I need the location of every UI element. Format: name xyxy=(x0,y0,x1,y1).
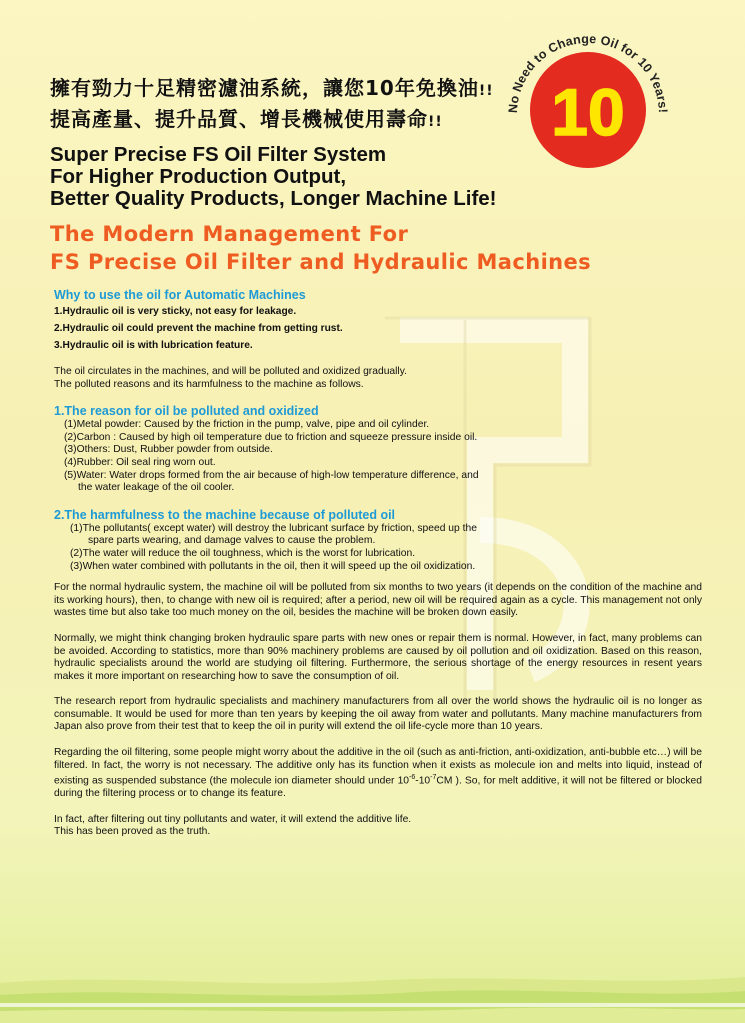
why-heading: Why to use the oil for Automatic Machines xyxy=(54,288,306,302)
chinese-headline-2: 提高產量、提升品質、增長機械使用壽命!! xyxy=(50,107,443,131)
paragraph-research: The research report from hydraulic specialists and machinery manufacturers from all over the world shows the hydraulic oil is no longer as consumable. It would be used for more than ten years by keeping the oil away from water and pollutants. Many machine manufacturers from Japan also prove from their test that to keep the oil in purity will extend the oil life-cycle more than 10 years. xyxy=(54,696,702,733)
intro-text xyxy=(54,366,702,391)
management-title xyxy=(50,220,591,276)
intro-line: The polluted reasons and its harmfulness to the machine as follows. xyxy=(54,378,364,390)
paragraph-statistics: Normally, we might think changing broken hydraulic spare parts with new ones or repair them is normal. However, in fact, many problems can be avoided. According to statistics, more than 90% machinery problems are caused by oil pollution and oil oxidization. Based on this reason, hydraulic specialists around the world are studying oil filtering. Furthermore, the serious shortage of the energy resources in resent years makes it more important on researching how to save the consumption of oil. xyxy=(54,632,702,682)
why-item: 2.Hydraulic oil could prevent the machine from getting rust. xyxy=(54,323,343,334)
intro-line: The oil circulates in the machines, and will be polluted and oxidized gradually. xyxy=(54,366,407,377)
why-item: 3.Hydraulic oil is with lubrication feature. xyxy=(54,340,253,351)
reason-heading: 1.The reason for oil be polluted and oxidized xyxy=(54,404,319,419)
why-list xyxy=(54,303,702,354)
management-title-line: The Modern Management For xyxy=(50,222,409,246)
grass-decoration xyxy=(0,943,745,1023)
harm-item: (2)The water will reduce the oil toughness, which is the worst for lubrication. xyxy=(70,547,416,559)
reason-item: (3)Others: Dust, Rubber powder from outside. xyxy=(64,444,273,456)
paragraph-normal-system: For the normal hydraulic system, the machine oil will be polluted from six months to two years (it depends on the condition of the machine and its working hours), then, to change with new oil is required; after a period, new oil will be required again as a cycle. This management not only wastes time but also take too much money on the oil, besides the machine will be broken down easily. xyxy=(54,582,702,619)
harm-list xyxy=(54,523,702,573)
badge-arc-text: No Need to Change Oil for 10 Years! xyxy=(505,31,671,114)
harm-item: (3)When water combined with pollutants in the oil, then it will speed up the oil oxidization. xyxy=(70,560,476,572)
paragraph-additive: Regarding the oil filtering, some people might worry about the additive in the oil (such as anti-friction, anti-oxidization, anti-bubble etc…) will be filtered. In fact, the worry is not necessary. The additive only has its function when it exists as molecule ion and melts into liquid, instead of existing as suspended substance (the molecule ion diameter should under $10^{-6}-10^{-7}CM$ ). So, for melt additive, it will not be filtered or blocked during the filtering process or to change its feature. xyxy=(54,747,702,800)
why-item: 1.Hydraulic oil is very sticky, not easy for leakage. xyxy=(54,306,297,317)
english-headline-line: Better Quality Products, Longer Machine Life! xyxy=(50,187,497,210)
chinese-headline-1: 擁有勁力十足精密濾油系統，讓您10年免換油!! xyxy=(50,76,494,100)
reason-item: (4)Rubber: Oil seal ring worn out. xyxy=(64,456,216,468)
english-headline-line: For Higher Production Output, xyxy=(50,165,347,188)
management-title-line: FS Precise Oil Filter and Hydraulic Machines xyxy=(50,250,592,274)
paragraph-conclusion xyxy=(54,814,702,839)
reason-item-continuation: the water leakage of the oil cooler. xyxy=(78,482,235,494)
conclusion-line: In fact, after filtering out tiny pollutants and water, it will extend the additive life. xyxy=(54,813,412,825)
article-body xyxy=(54,287,702,839)
reason-item: (1)Metal powder: Caused by the friction in the pump, valve, pipe and oil cylinder. xyxy=(64,419,430,431)
harm-heading: 2.The harmfulness to the machine because of polluted oil xyxy=(54,507,396,522)
harm-item-continuation: spare parts wearing, and damage valves to cause the problem. xyxy=(88,535,376,547)
reason-list xyxy=(54,419,702,495)
conclusion-line: This has been proved as the truth. xyxy=(54,826,211,838)
badge-number: 10 xyxy=(551,75,625,149)
reason-item: (5)Water: Water drops formed from the air because of high-low temperature difference, and xyxy=(64,469,479,481)
reason-item: (2)Carbon : Caused by high oil temperature due to friction and squeeze pressure inside oil. xyxy=(64,431,478,443)
harm-item: (1)The pollutants( except water) will destroy the lubricant surface by friction, speed up the xyxy=(70,522,477,534)
english-headline-line: Super Precise FS Oil Filter System xyxy=(50,143,387,166)
ten-years-badge xyxy=(503,22,673,192)
